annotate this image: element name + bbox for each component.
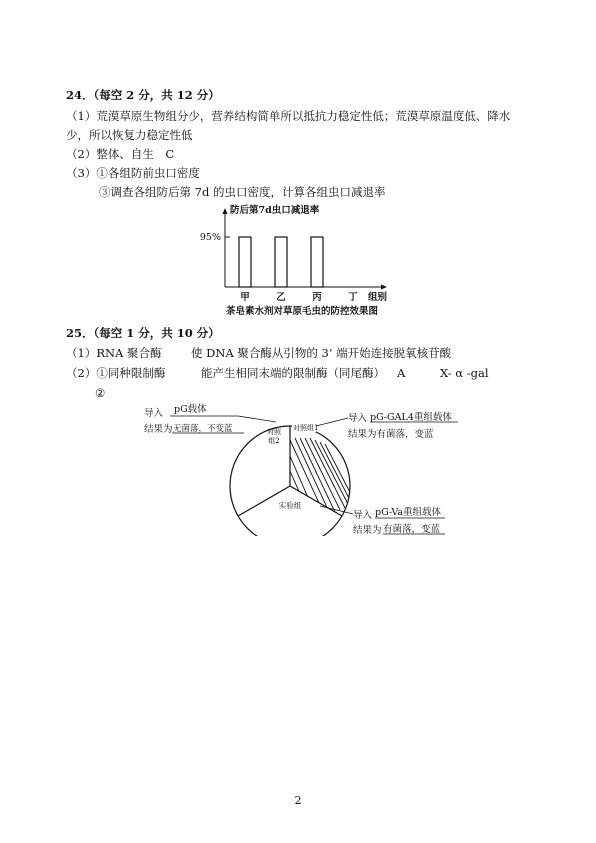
- left-result-prefix: 结果为: [144, 424, 173, 435]
- q25-answer-2e: ②: [95, 386, 106, 400]
- bar-chart: [190, 200, 430, 320]
- left-result-fill: 无菌落，不变蓝: [173, 424, 233, 434]
- right-top-label-prefix: 导入: [348, 413, 368, 424]
- y-tick-label-95: 95%: [199, 232, 221, 243]
- q25-header: 25．（每空 1 分，共 10 分）: [66, 326, 220, 340]
- q25-answer-1a: （1）RNA 聚合酶: [66, 346, 162, 360]
- right-top-label-fill: pG-GAL4重组载体: [370, 412, 452, 423]
- q25-answer-2a: （2）①同种限制酶: [66, 366, 166, 380]
- chart-xlabel: 组别: [368, 292, 388, 303]
- y-axis-arrow: [223, 208, 228, 214]
- sector-label-control2: 对照组2: [267, 428, 281, 445]
- bar-丙: [311, 237, 323, 287]
- q25-answer-2b: 能产生相同末端的限制酶（同尾酶）: [201, 366, 385, 380]
- left-label-prefix: 导入: [144, 408, 164, 419]
- q24-answer-1-line1: （1）荒漠草原生物组分少，营养结构简单所以抵抗力稳定性低；荒漠草原温度低、降水: [66, 109, 511, 123]
- x-tick-label-丙: 丙: [312, 292, 322, 303]
- chart-ylabel: 防后第7d虫口减退率: [230, 205, 320, 216]
- left-label-fill: pG载体: [174, 404, 207, 415]
- bottom-label-prefix: 导入: [353, 510, 373, 521]
- q24-answer-3-line2: ③调查各组防后第 7d 的虫口密度，计算各组虫口减退率: [99, 185, 386, 199]
- q24-answer-2: （2）整体、自生 C: [66, 147, 175, 161]
- sector-label-experiment: 实验组: [278, 501, 302, 510]
- q25-answer-2d: X- α -gal: [440, 366, 489, 380]
- x-tick-label-乙: 乙: [276, 292, 286, 303]
- page-number: 2: [294, 794, 302, 807]
- x-axis-arrow: [381, 285, 387, 290]
- q25-answer-2c: A: [397, 366, 406, 380]
- left-leader-line: [238, 416, 276, 422]
- q24-answer-1-line2: 少，所以恢复力稳定性低: [66, 128, 193, 142]
- chart-title: 茶皂素水剂对草原毛虫的防控效果图: [225, 306, 379, 317]
- x-tick-label-丁: 丁: [348, 292, 358, 303]
- bottom-result-prefix: 结果为: [353, 525, 382, 536]
- bar-甲: [239, 237, 251, 287]
- bottom-result-fill: 有菌落，变蓝: [383, 524, 441, 535]
- q25-answer-1b: 使 DNA 聚合酶从引物的 3’ 端开始连接脱氧核苷酸: [191, 346, 452, 360]
- sector-label-control1: 对照组1: [293, 424, 319, 432]
- experiment-pie-diagram: [140, 396, 460, 536]
- bottom-label-fill: pG-Va重组载体: [375, 507, 442, 518]
- q24-header: 24．（每空 2 分，共 12 分）: [66, 88, 220, 102]
- right-top-leader-line: [316, 418, 348, 426]
- q24-answer-3-line1: （3）①各组防前虫口密度: [66, 166, 200, 180]
- x-tick-label-甲: 甲: [240, 292, 250, 303]
- right-top-result: 结果为有菌落，变蓝: [348, 429, 434, 440]
- bar-乙: [275, 237, 287, 287]
